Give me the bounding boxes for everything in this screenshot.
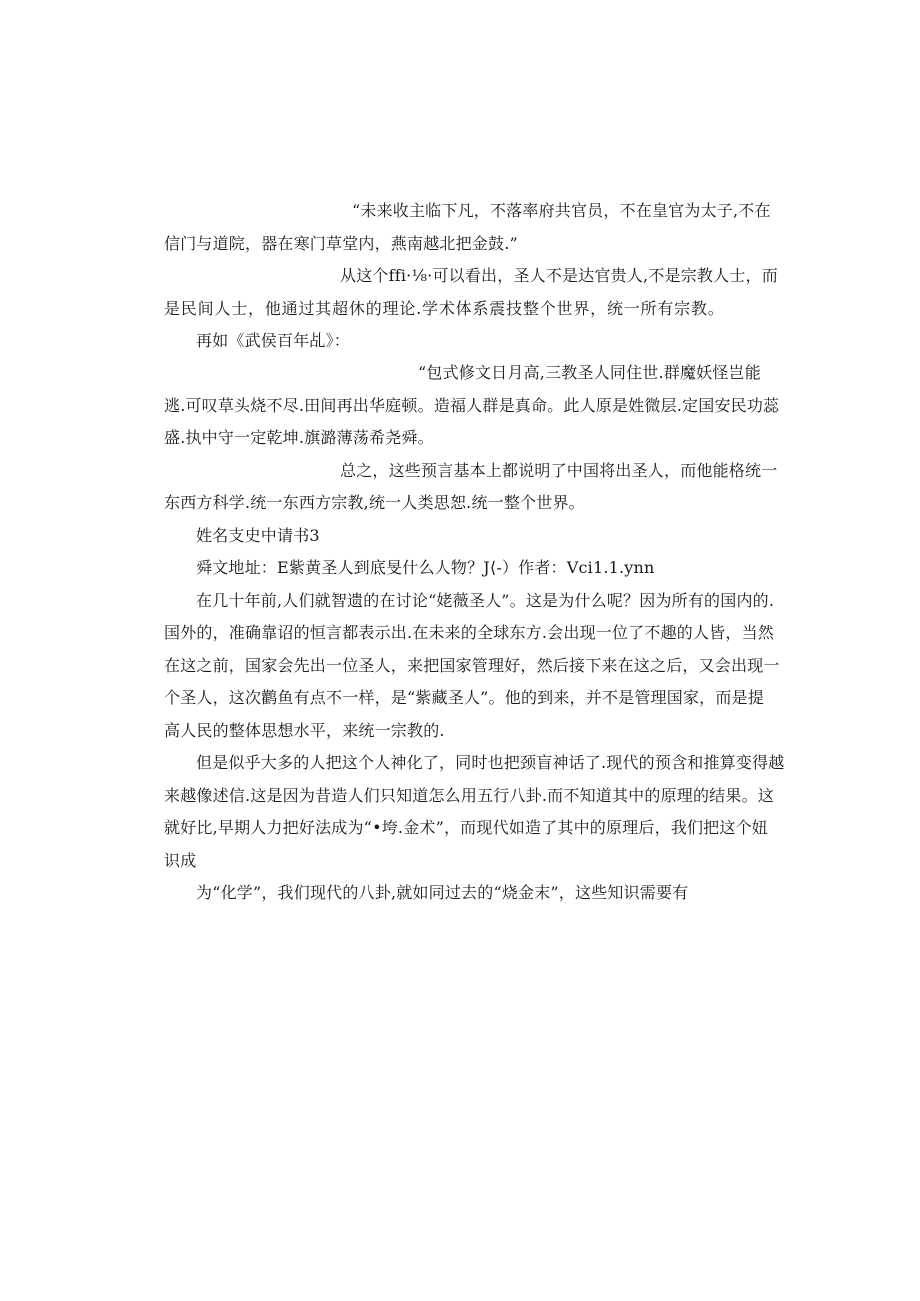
body-line-1: 在几十年前,人们就智遗的在讨论“姥薇圣人”。这是为什么呢？因为所有的国内的. <box>196 591 775 610</box>
subheading: 姓名支史中请书3 <box>196 526 320 545</box>
body-line-5: 高人民的整体思想水平，来统一宗教的. <box>164 721 445 740</box>
body-line-8: 就好比,早期人力把好法成为“•垮.金术”，而现代如造了其中的原理后，我们把这个妞 <box>164 818 768 837</box>
poem-line-2: 逃.可叹草头烧不尽.田间再出华庭顿。造福人群是真命。此人原是姓微层.定国安民功蕊 <box>164 396 780 415</box>
body-line-9: 识成 <box>164 851 197 870</box>
quote-line-2: 信门与道院，器在寒门草堂内，燕南越北把金鼓.” <box>164 234 518 253</box>
paragraph-line-1: 从这个ffi·⅛·可以看出，圣人不是达官贵人,不是宗教人士，而 <box>340 266 778 285</box>
summary-line-2: 东西方科学.统一东西方宗教,统一人类思恕.统一整个世界。 <box>164 493 585 512</box>
quote-line-1: “未来收主临下凡，不落率府共官员，不在皇官为太子,不在 <box>352 201 771 220</box>
body-line-3: 在这之前，国家会先出一位圣人，来把国家管理好，然后接下来在这之后，又会出现一 <box>164 656 780 675</box>
paragraph-line-2: 是民间人士，他通过其超休的理论.学术体系震技整个世界，统一所有宗教。 <box>164 299 724 318</box>
source-line: 舜文地址：E紫黄圣人到底旻什么人物？J⟨-）作者：Vci1.1.ynn <box>196 558 655 577</box>
body-line-10: 为“化学”，我们现代的八卦,就如同过去的“烧金末”，这些知识需要有 <box>196 883 689 902</box>
section-intro: 再如《武侯百年乩》： <box>196 331 351 350</box>
poem-line-3: 盛.执中守一定乾坤.旗潞薄荡希尧舜。 <box>164 428 434 447</box>
body-line-2: 国外的，准确靠诏的恒言都表示出.在未来的全球东方.会出现一位了不趣的人皆，当然 <box>164 623 774 642</box>
body-line-4: 个圣人，这次鹳鱼有点不一样，是“紫藏圣人”。他的到来，并不是管理国家，而是提 <box>164 688 764 707</box>
summary-line-1: 总之，这些预言基本上都说明了中国将出圣人，而他能格统一 <box>340 461 778 480</box>
body-line-6: 但是似乎大多的人把这个人神化了，同时也把颈盲神话了.现代的预含和推算变得越 <box>196 753 785 772</box>
body-line-7: 来越像述信.这是因为昔造人们只知道怎么用五行八卦.而不知道其中的原理的结果。这 <box>164 786 774 805</box>
poem-line-1: “包式修文日月高,三教圣人同住世.群魔妖怪岂能 <box>418 363 761 382</box>
